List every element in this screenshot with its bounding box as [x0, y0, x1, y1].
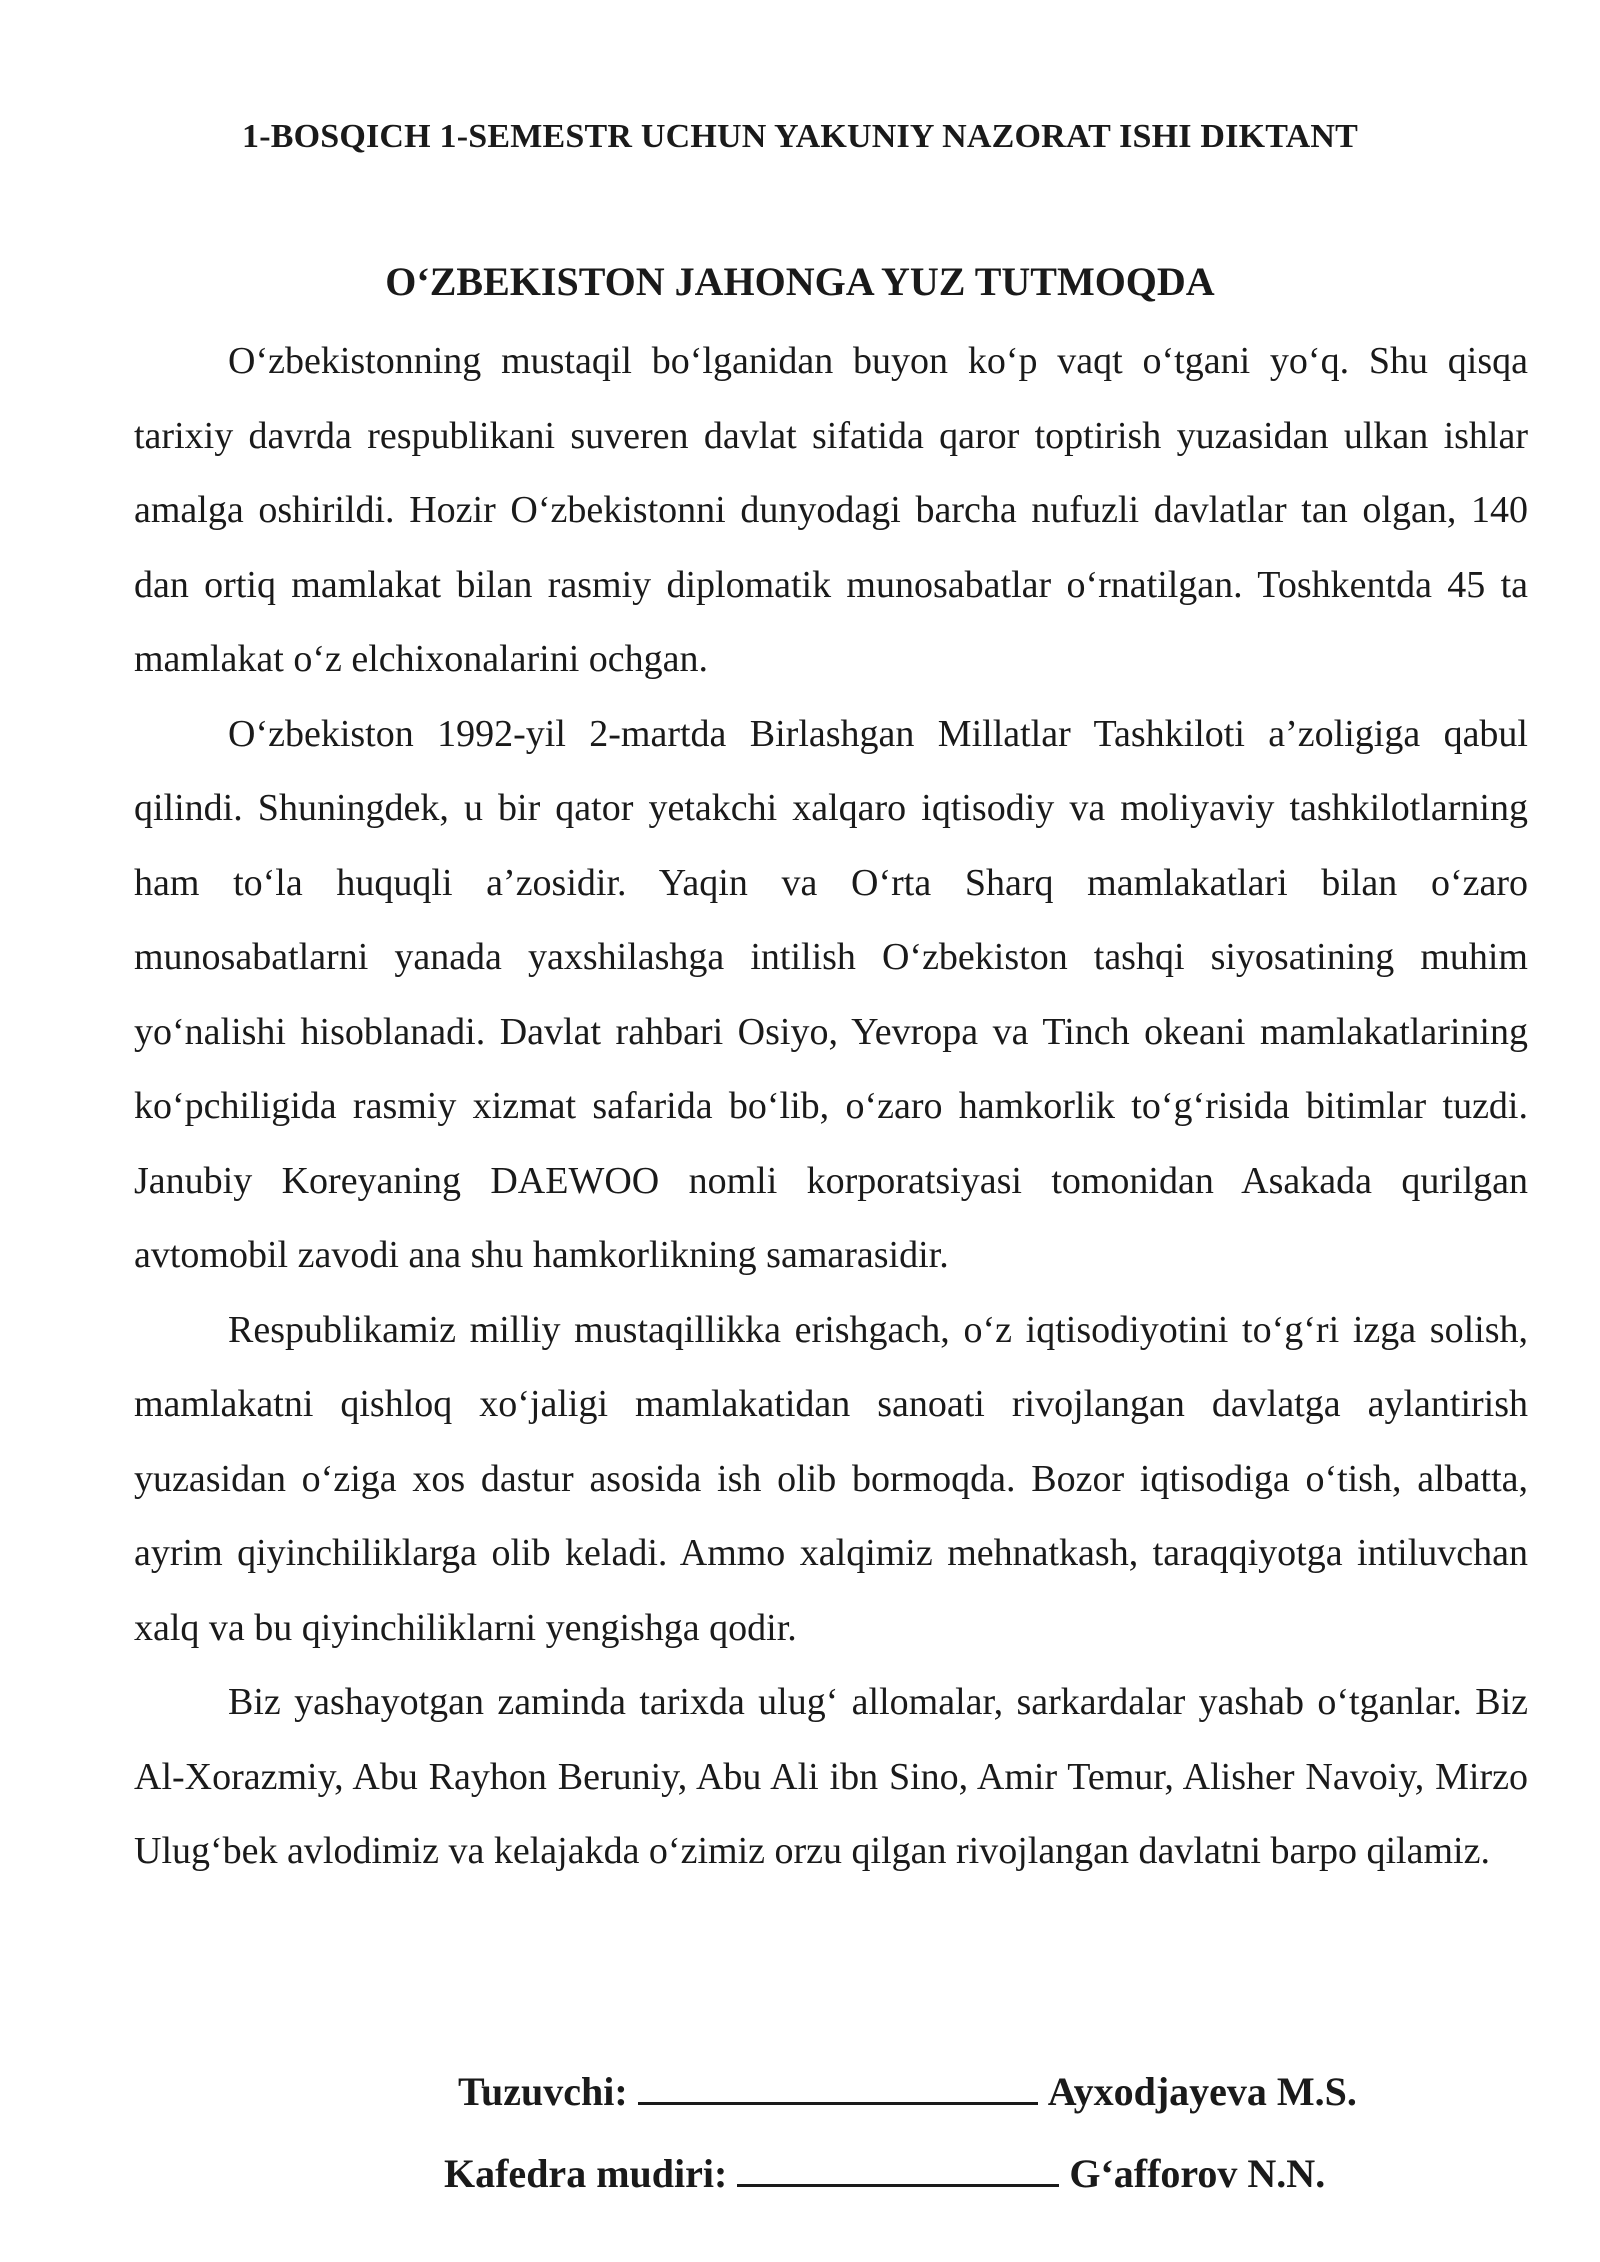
paragraph-3: Respublikamiz milliy mustaqillikka erishgach, o‘z iqtisodiyotini to‘g‘ri izga solish, mamlakatni qishloq xo‘jaligi mamlakatidan sanoati rivojlangan davlatga aylantirish yuzasidan o‘ziga xos dastur asosida ish olib bormoqda. Bozor iqtisodiga o‘tish, albatta, ayrim qiyinchiliklarga olib keladi. Ammo xalqimiz mehnatkash, taraqqiyotga intiluvchan xalq va bu qiyinchiliklarni yengishga qodir.	[134, 1308, 1528, 1649]
dictation-body	[134, 324, 1528, 1889]
head-signature-blank	[737, 2152, 1059, 2187]
compiler-signature-line	[458, 2068, 1357, 2115]
head-name: G‘afforov N.N.	[1069, 2151, 1326, 2196]
head-label: Kafedra mudiri:	[444, 2151, 728, 2196]
paragraph-2: O‘zbekiston 1992-yil 2-martda Birlashgan Millatlar Tashkiloti a’zoligiga qabul qilindi. Shuningdek, u bir qator yetakchi xalqaro iqtisodiy va moliyaviy tashkilotlarning ham to‘la huquqli a’zosidir. Yaqin va O‘rta Sharq mamlakatlari bilan o‘zaro munosabatlarni yanada yaxshilashga intilish O‘zbekiston tashqi siyosatining muhim yo‘nalishi hisoblanadi. Davlat rahbari Osiyo, Yevropa va Tinch okeani mamlakatlarining ko‘pchiligida rasmiy xizmat safarida bo‘lib, o‘zaro hamkorlik to‘g‘risida bitimlar tuzdi. Janubiy Koreyaning DAEWOO nomli korporatsiyasi tomonidan Asakada qurilgan avtomobil zavodi ana shu hamkorlikning samarasidir.	[134, 712, 1528, 1276]
compiler-name: Ayxodjayeva M.S.	[1047, 2069, 1357, 2114]
dictation-title: O‘ZBEKISTON JAHONGA YUZ TUTMOQDA	[385, 259, 1215, 304]
head-signature-line	[444, 2150, 1325, 2197]
compiler-signature-blank	[638, 2070, 1038, 2105]
compiler-label: Tuzuvchi:	[458, 2069, 628, 2114]
exam-header-title: 1-BOSQICH 1-SEMESTR UCHUN YAKUNIY NAZORAT ISHI DIKTANT	[242, 118, 1358, 155]
paragraph-1: O‘zbekistonning mustaqil bo‘lganidan buyon ko‘p vaqt o‘tgani yo‘q. Shu qisqa tarixiy davrda respublikani suveren davlat sifatida qaror toptirish yuzasidan ulkan ishlar amalga oshirildi. Hozir O‘zbekistonni dunyodagi barcha nufuzli davlatlar tan olgan, 140 dan ortiq mamlakat bilan rasmiy diplomatik munosabatlar o‘rnatilgan. Toshkentda 45 ta mamlakat o‘z elchixonalarini ochgan.	[134, 340, 1528, 680]
paragraph-4: Biz yashayotgan zaminda tarixda ulug‘ allomalar, sarkardalar yashab o‘tganlar. Biz Al-Xorazmiy, Abu Rayhon Beruniy, Abu Ali ibn Sino, Amir Temur, Alisher Navoiy, Mirzo Ulug‘bek avlodimiz va kelajakda o‘zimiz orzu qilgan rivojlangan davlatni barpo qilamiz.	[134, 1681, 1528, 1872]
